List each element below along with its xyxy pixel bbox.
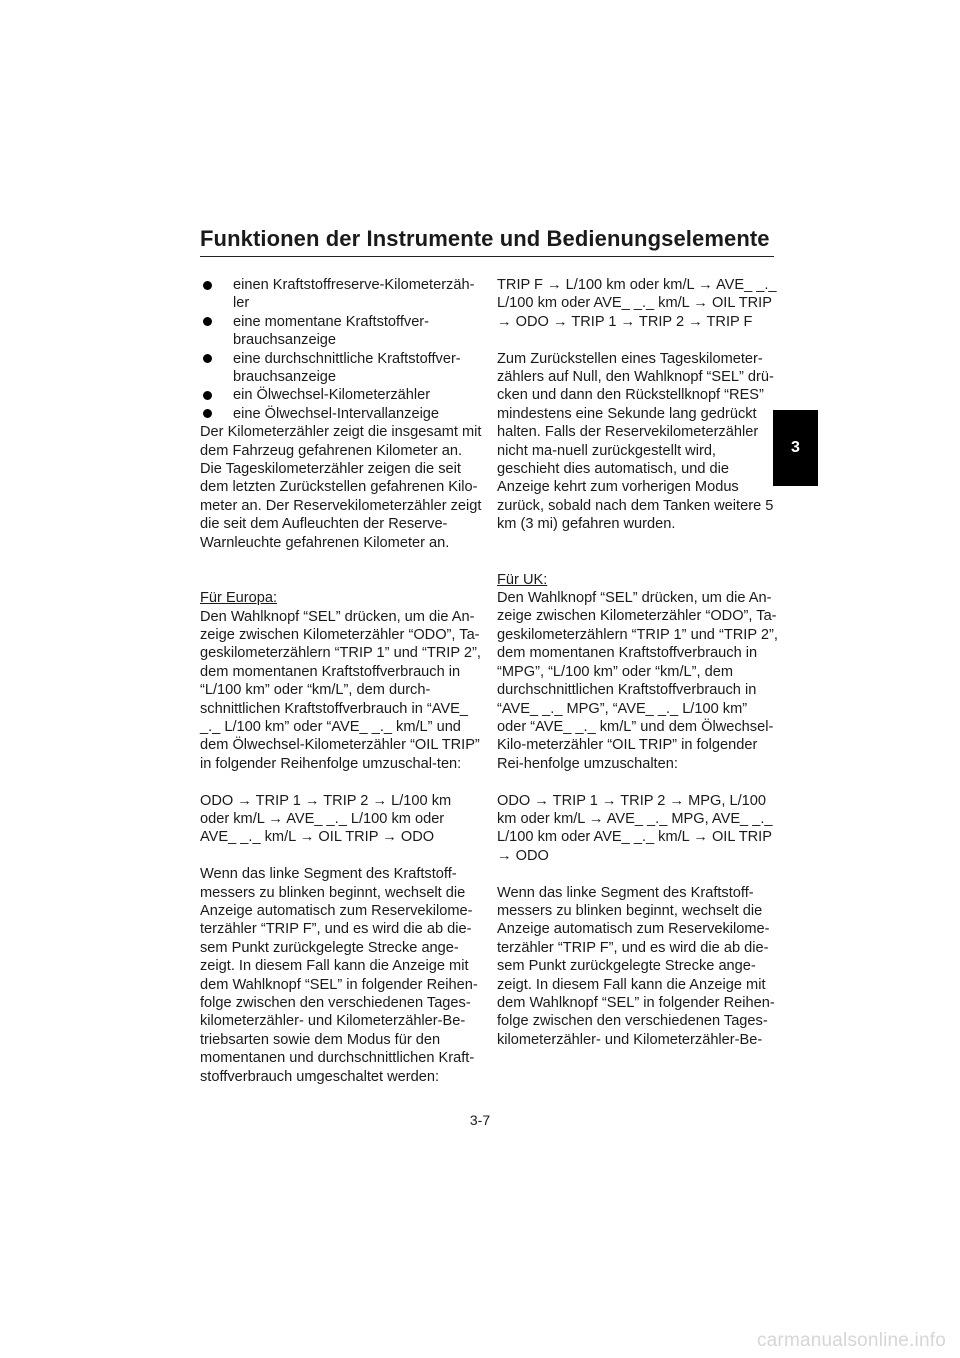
page-number: 3-7	[469, 1112, 491, 1128]
uk-reserve-paragraph: Wenn das linke Segment des Kraftstoff-messers zu blinken beginnt, wechselt die Anzeige automatisch zum Reservekilome-terzähler “TRIP F”, und es wird die ab die-sem Punkt zurückgelegte Strecke ange-zeigt. In diesem Fall kann die Anzeige mit dem Wahlknopf “SEL” in folgender Reihen-folge zwischen den verschiedenen Tages-kilometerzähler- und Kilometerzähler-Be-	[497, 884, 775, 1048]
europe-paragraph: Den Wahlknopf “SEL” drücken, um die An-zeige zwischen Kilometerzähler “ODO”, Ta-geskilometerzählern “TRIP 1” und “TRIP 2”, dem momentanen Kraftstoffverbrauch in “L/100 km” oder “km/L”, dem durch-schnittlichen Kraftstoffverbrauch in “AVE_ _._ L/100 km” oder “AVE_ _._ km/L” und dem Ölwechsel-Kilometerzähler “OIL TRIP” in folgender Reihenfolge umzuschal-ten:	[200, 608, 481, 772]
watermark: carmanualsonline.info	[756, 1330, 946, 1351]
list-item: eine Ölwechsel-Intervallanzeige	[200, 405, 482, 423]
uk-sequence: ODO → TRIP 1 → TRIP 2 → MPG, L/100 km oder km/L → AVE_ _._ MPG, AVE_ _._ L/100 km oder AVE_ _._ km/L → OIL TRIP → ODO	[497, 792, 773, 864]
europe-heading: Für Europa:	[200, 590, 278, 607]
trip-f-sequence: TRIP F → L/100 km oder km/L → AVE_ _._ L/100 km oder AVE_ _._ km/L → OIL TRIP → ODO → TRIP 1 → TRIP 2 → TRIP F	[497, 277, 777, 330]
list-item: eine durchschnittliche Kraftstoffver-brauchsanzeige	[200, 350, 482, 387]
page-title: Funktionen der Instrumente und Bedienungselemente	[200, 226, 770, 251]
bullet-icon	[203, 391, 212, 400]
list-item: eine momentane Kraftstoffver-brauchsanzeige	[200, 313, 482, 350]
title-divider	[200, 256, 774, 257]
list-item: ein Ölwechsel-Kilometerzähler	[200, 386, 482, 404]
left-column	[200, 276, 482, 1086]
uk-paragraph: Den Wahlknopf “SEL” drücken, um die An-zeige zwischen Kilometerzähler “ODO”, Ta-geskilometerzählern “TRIP 1” und “TRIP 2”, dem momentanen Kraftstoffverbrauch in “MPG”, “L/100 km” oder “km/L”, dem durchschnittlichen Kraftstoffverbrauch in “AVE_ _._ MPG”, “AVE_ _._ L/100 km” oder “AVE_ _._ km/L” und dem Ölwechsel-Kilo-meterzähler “OIL TRIP” in folgender Rei-henfolge umzuschalten:	[497, 590, 778, 772]
list-item: einen Kraftstoffreserve-Kilometerzäh-ler	[200, 276, 482, 313]
chapter-tab: 3	[773, 410, 818, 486]
reserve-paragraph: Wenn das linke Segment des Kraftstoff-messers zu blinken beginnt, wechselt die Anzeige automatisch zum Reservekilome-terzähler “TRIP F”, und es wird die ab die-sem Punkt zurückgelegte Strecke ange-zeigt. In diesem Fall kann die Anzeige mit dem Wahlknopf “SEL” in folgender Reihen-folge zwischen den verschiedenen Tages-kilometerzähler- und Kilometerzähler-Be-triebsarten sowie dem Modus für den momentanen und durchschnittlichen Kraft-stoffverbrauch umgeschaltet werden:	[200, 866, 478, 1085]
bullet-icon	[203, 409, 212, 418]
bullet-icon	[203, 317, 212, 326]
intro-paragraph: Der Kilometerzähler zeigt die insgesamt mit dem Fahrzeug gefahrenen Kilometer an. Die Tageskilometerzähler zeigen die seit dem letzten Zurückstellen gefahrenen Kilo-meter an. Der Reservekilometerzähler zeigt die seit dem Aufleuchten der Reserve-Warnleuchte gefahrenen Kilometer an.	[200, 424, 482, 551]
bullet-icon	[203, 354, 212, 363]
reset-paragraph: Zum Zurückstellen eines Tageskilometer-zählers auf Null, den Wahlknopf “SEL” drü-cken und dann den Rückstellknopf “RES” mindestens eine Sekunde lang gedrückt halten. Falls der Reservekilometerzähler nicht ma-nuell zurückgestellt wird, geschieht dies automatisch, und die Anzeige kehrt zum vorherigen Modus zurück, sobald nach dem Tanken weitere 5 km (3 mi) gefahren wurden.	[497, 350, 774, 533]
uk-heading: Für UK:	[497, 571, 548, 588]
bullet-icon	[203, 281, 212, 290]
right-column	[497, 276, 779, 1049]
europe-sequence: ODO → TRIP 1 → TRIP 2 → L/100 km oder km/L → AVE_ _._ L/100 km oder AVE_ _._ km/L → OIL TRIP → ODO	[200, 792, 452, 846]
